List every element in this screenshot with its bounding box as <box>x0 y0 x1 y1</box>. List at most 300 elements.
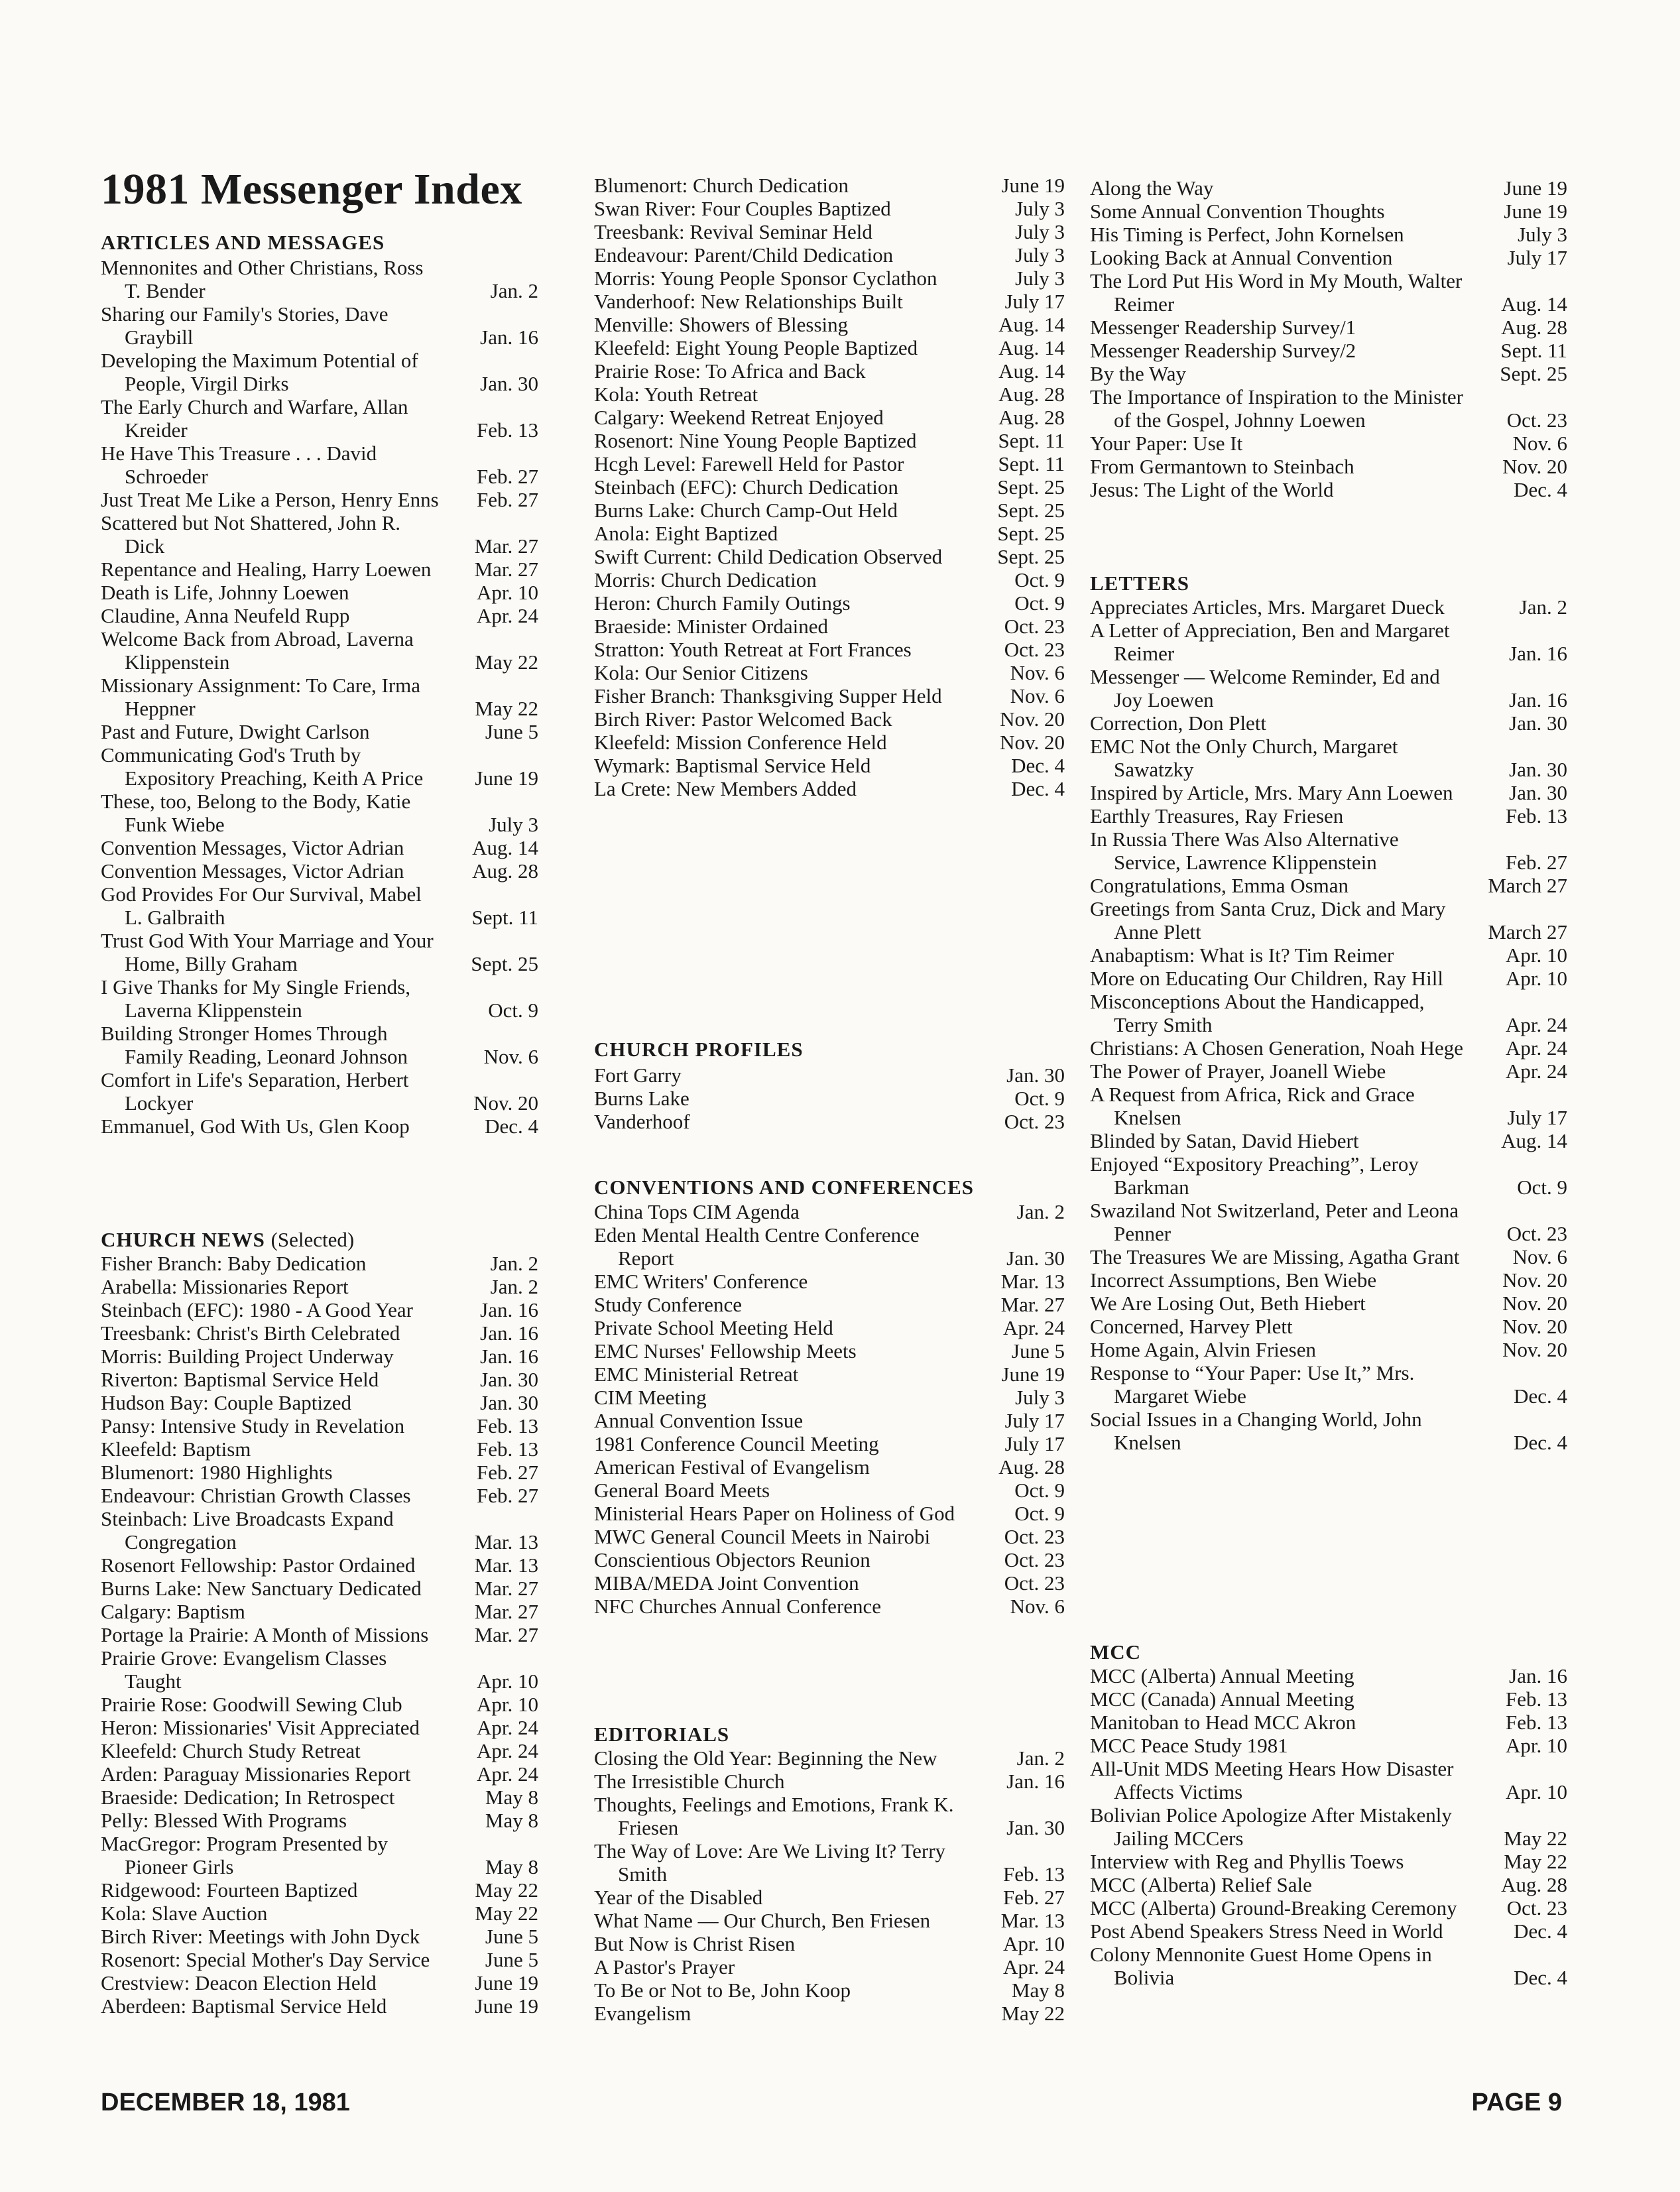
entry-title: Endeavour: Christian Growth Classes <box>101 1484 411 1507</box>
entry-date: Oct. 9 <box>1014 568 1065 591</box>
index-entry <box>101 1553 538 1577</box>
index-entry <box>101 859 538 883</box>
entry-date: Apr. 24 <box>1003 1955 1065 1979</box>
footer-page-number: PAGE 9 <box>1471 2089 1562 2116</box>
entry-title: Scattered but Not Shattered, John R. Dick <box>101 511 400 558</box>
entry-title: By the Way <box>1090 362 1187 385</box>
entry-date: July 17 <box>1004 1432 1065 1455</box>
entry-title: He Have This Treasure . . . David Schroeder <box>101 442 377 488</box>
entry-date: Jan. 16 <box>1006 1770 1065 1793</box>
index-entry <box>101 1461 538 1484</box>
entry-title: Comfort in Life's Separation, Herbert Lockyer <box>101 1068 409 1115</box>
index-entry <box>101 1971 538 1994</box>
index-entry <box>594 1339 1065 1363</box>
entry-title: EMC Nurses' Fellowship Meets <box>594 1339 857 1363</box>
entry-date: Jan. 2 <box>490 1275 538 1298</box>
index-entry <box>1090 967 1567 990</box>
index-entry <box>101 1646 538 1693</box>
index-entry <box>1090 1315 1567 1338</box>
entry-date: Oct. 9 <box>1014 1502 1065 1525</box>
entry-title: Braeside: Minister Ordained <box>594 615 828 638</box>
index-entry <box>1090 1060 1567 1083</box>
index-entry <box>594 1363 1065 1386</box>
index-entry <box>594 1110 1065 1133</box>
entry-title: The Treasures We are Missing, Agatha Grant <box>1090 1245 1460 1268</box>
index-entry <box>594 1223 1065 1270</box>
index-entry <box>1090 1803 1567 1850</box>
index-entry <box>1090 897 1567 944</box>
entry-date: Apr. 10 <box>1003 1932 1065 1955</box>
entry-date: Nov. 6 <box>1512 432 1567 455</box>
index-entry <box>594 1316 1065 1339</box>
entry-title: Mennonites and Other Christians, Ross T. Bender <box>101 256 424 302</box>
index-entry <box>594 1479 1065 1502</box>
index-entry <box>101 1762 538 1786</box>
entry-title: Study Conference <box>594 1293 742 1316</box>
index-entry <box>101 581 538 604</box>
index-entry <box>101 1321 538 1345</box>
entry-date: Aug. 14 <box>998 336 1065 359</box>
entry-date: May 8 <box>1011 1979 1065 2002</box>
entry-date: Jan. 16 <box>1509 1664 1567 1687</box>
index-entry <box>101 1739 538 1762</box>
index-entry <box>594 1432 1065 1455</box>
index-entry <box>1090 455 1567 478</box>
index-entry <box>101 1693 538 1716</box>
entry-date: July 3 <box>1015 197 1065 220</box>
entry-date: June 5 <box>1011 1339 1065 1363</box>
index-entry <box>594 1932 1065 1955</box>
entry-date: Feb. 27 <box>477 488 538 511</box>
entry-title: Blinded by Satan, David Hiebert <box>1090 1129 1359 1152</box>
index-entry <box>594 1502 1065 1525</box>
index-entry <box>594 1293 1065 1316</box>
entry-title: All-Unit MDS Meeting Hears How Disaster Affects Victims <box>1090 1757 1454 1803</box>
index-entry <box>1090 874 1567 897</box>
entry-title: Portage la Prairie: A Month of Missions <box>101 1623 429 1646</box>
entry-date: Mar. 13 <box>474 1530 538 1553</box>
entry-date: June 19 <box>475 1971 538 1994</box>
entry-date: Aug. 28 <box>1501 1873 1567 1896</box>
entry-title: The Early Church and Warfare, Allan Kreider <box>101 395 408 442</box>
index-entry <box>1090 1361 1567 1408</box>
entry-date: Nov. 20 <box>1000 707 1065 731</box>
index-entry <box>594 197 1065 220</box>
entry-date: Mar. 27 <box>474 558 538 581</box>
entry-date: Dec. 4 <box>1514 478 1567 501</box>
entry-title: More on Educating Our Children, Ray Hill <box>1090 967 1443 990</box>
index-entry <box>594 522 1065 545</box>
entry-title: Jesus: The Light of the World <box>1090 478 1334 501</box>
entry-title: Rosenort: Special Mother's Day Service <box>101 1948 430 1971</box>
entry-date: Feb. 27 <box>477 1461 538 1484</box>
entry-date: Mar. 27 <box>474 1623 538 1646</box>
entry-title: Steinbach: Live Broadcasts Expand Congregation <box>101 1507 394 1553</box>
entry-date: May 22 <box>1504 1827 1567 1850</box>
index-entry <box>1090 619 1567 665</box>
entry-title: The Power of Prayer, Joanell Wiebe <box>1090 1060 1386 1083</box>
entry-title: Birch River: Pastor Welcomed Back <box>594 707 892 731</box>
index-entry <box>1090 781 1567 804</box>
entry-title: Home Again, Alvin Friesen <box>1090 1338 1316 1361</box>
index-entry <box>1090 1850 1567 1873</box>
entry-date: Mar. 27 <box>474 1577 538 1600</box>
entry-title: Missionary Assignment: To Care, Irma Heppner <box>101 674 421 720</box>
entry-date: Jan. 30 <box>1006 1064 1065 1087</box>
entry-title: Vanderhoof: New Relationships Built <box>594 290 903 313</box>
entry-title: Swaziland Not Switzerland, Peter and Leona Penner <box>1090 1199 1459 1245</box>
entry-title: The Lord Put His Word in My Mouth, Walter Reimer <box>1090 269 1463 316</box>
index-entry <box>101 558 538 581</box>
entry-title: La Crete: New Members Added <box>594 777 857 800</box>
index-entry <box>594 1270 1065 1293</box>
entry-title: Private School Meeting Held <box>594 1316 833 1339</box>
entry-date: Feb. 27 <box>477 1484 538 1507</box>
entry-title: Rosenort Fellowship: Pastor Ordained <box>101 1553 416 1577</box>
index-entry <box>1090 1129 1567 1152</box>
index-entry <box>1090 827 1567 874</box>
index-entry <box>1090 1338 1567 1361</box>
entry-date: Jan. 2 <box>1016 1200 1065 1223</box>
entry-title: Misconceptions About the Handicapped, Terry Smith <box>1090 990 1425 1036</box>
entry-date: Feb. 13 <box>477 1437 538 1461</box>
index-entry <box>101 1022 538 1068</box>
entry-title: CIM Meeting <box>594 1386 707 1409</box>
index-entry <box>594 615 1065 638</box>
index-entry <box>101 1484 538 1507</box>
entry-date: Sept. 11 <box>471 906 538 929</box>
page-title: 1981 Messenger Index <box>101 165 522 213</box>
entry-date: Feb. 27 <box>1003 1886 1065 1909</box>
entry-title: Building Stronger Homes Through Family Reading, Leonard Johnson <box>101 1022 408 1068</box>
index-entry <box>101 302 538 349</box>
entry-title: Kleefeld: Mission Conference Held <box>594 731 887 754</box>
entry-date: Apr. 10 <box>477 581 538 604</box>
entry-date: Feb. 13 <box>477 1414 538 1437</box>
index-entry <box>1090 1687 1567 1711</box>
index-entry <box>101 1809 538 1832</box>
entry-date: Oct. 23 <box>1004 1525 1065 1548</box>
index-entry <box>101 1345 538 1368</box>
entry-date: Aug. 28 <box>998 383 1065 406</box>
entry-title: Earthly Treasures, Ray Friesen <box>1090 804 1344 827</box>
entry-date: Apr. 10 <box>1506 1780 1567 1803</box>
entry-title: I Give Thanks for My Single Friends, Laverna Klippenstein <box>101 975 410 1022</box>
entry-title: Claudine, Anna Neufeld Rupp <box>101 604 350 627</box>
entry-title: Year of the Disabled <box>594 1886 763 1909</box>
entry-date: Oct. 23 <box>1004 1548 1065 1571</box>
entry-date: June 5 <box>485 720 538 743</box>
entry-title: Your Paper: Use It <box>1090 432 1243 455</box>
entry-title: Just Treat Me Like a Person, Henry Enns <box>101 488 439 511</box>
entry-title: Heron: Church Family Outings <box>594 591 851 615</box>
entry-title: Morris: Building Project Underway <box>101 1345 394 1368</box>
section-heading-church-news <box>101 1228 354 1252</box>
entry-title: What Name — Our Church, Ben Friesen <box>594 1909 931 1932</box>
index-entry <box>101 1507 538 1553</box>
index-entry <box>1090 735 1567 781</box>
index-entry <box>594 475 1065 499</box>
entry-title: Death is Life, Johnny Loewen <box>101 581 349 604</box>
index-entry <box>1090 1152 1567 1199</box>
entry-date: Nov. 6 <box>1010 684 1065 707</box>
entry-date: Nov. 20 <box>1502 1315 1567 1338</box>
index-entry <box>1090 339 1567 362</box>
index-entry <box>1090 1919 1567 1943</box>
entry-date: May 8 <box>485 1855 538 1878</box>
entry-title: Swan River: Four Couples Baptized <box>594 197 891 220</box>
entry-date: June 19 <box>1001 1363 1065 1386</box>
index-entry <box>1090 200 1567 223</box>
entry-date: Oct. 23 <box>1004 638 1065 661</box>
entry-date: Aug. 14 <box>998 313 1065 336</box>
index-entry <box>101 1298 538 1321</box>
entry-title: Eden Mental Health Centre Conference Report <box>594 1223 920 1270</box>
entry-date: Jan. 16 <box>480 326 538 349</box>
index-entry <box>594 684 1065 707</box>
entry-date: June 19 <box>1504 176 1567 200</box>
index-entry <box>101 790 538 836</box>
entry-title: Steinbach (EFC): 1980 - A Good Year <box>101 1298 414 1321</box>
entry-date: Sept. 25 <box>997 522 1065 545</box>
entry-title: A Pastor's Prayer <box>594 1955 735 1979</box>
entry-title: Vanderhoof <box>594 1110 690 1133</box>
index-entry <box>594 1979 1065 2002</box>
entry-date: Apr. 10 <box>1506 967 1567 990</box>
index-entry <box>1090 1873 1567 1896</box>
entry-date: July 3 <box>489 813 538 836</box>
entry-title: Arabella: Missionaries Report <box>101 1275 349 1298</box>
index-entry <box>101 1994 538 2018</box>
entry-title: Fisher Branch: Baby Dedication <box>101 1252 367 1275</box>
entry-date: Oct. 23 <box>1004 615 1065 638</box>
entry-title: Burns Lake: Church Camp-Out Held <box>594 499 898 522</box>
entry-date: July 3 <box>1015 1386 1065 1409</box>
entry-date: July 3 <box>1015 243 1065 267</box>
entry-date: Aug. 28 <box>998 406 1065 429</box>
entry-date: Jan. 30 <box>1509 758 1567 781</box>
entry-title: The Way of Love: Are We Living It? Terry Smith <box>594 1839 946 1886</box>
entry-title: Menville: Showers of Blessing <box>594 313 849 336</box>
entry-date: Aug. 14 <box>1501 292 1567 316</box>
entry-date: June 19 <box>475 1994 538 2018</box>
entry-title: A Request from Africa, Rick and Grace Knelsen <box>1090 1083 1415 1129</box>
entry-title: Inspired by Article, Mrs. Mary Ann Loewen <box>1090 781 1453 804</box>
entry-date: May 22 <box>1001 2002 1065 2025</box>
entry-title: Morris: Church Dedication <box>594 568 817 591</box>
entry-date: Aug. 28 <box>472 859 538 883</box>
entry-title: To Be or Not to Be, John Koop <box>594 1979 851 2002</box>
index-entry <box>101 674 538 720</box>
entry-title: Past and Future, Dwight Carlson <box>101 720 370 743</box>
index-entry <box>101 1925 538 1948</box>
index-entry <box>101 256 538 302</box>
entry-date: Mar. 27 <box>1000 1293 1065 1316</box>
index-entry <box>594 1386 1065 1409</box>
index-entry <box>101 720 538 743</box>
entry-date: Dec. 4 <box>1011 777 1065 800</box>
entry-title: Thoughts, Feelings and Emotions, Frank K. Friesen <box>594 1793 954 1839</box>
section-heading-editorials: EDITORIALS <box>594 1723 730 1746</box>
entry-date: Jan. 30 <box>480 372 538 395</box>
entry-date: Oct. 23 <box>1004 1110 1065 1133</box>
index-entry <box>1090 990 1567 1036</box>
index-entry <box>594 383 1065 406</box>
index-entry <box>594 1886 1065 1909</box>
entry-date: March 27 <box>1488 920 1567 944</box>
entry-title: NFC Churches Annual Conference <box>594 1595 882 1618</box>
index-entry <box>594 1770 1065 1793</box>
entry-title: Endeavour: Parent/Child Dedication <box>594 243 894 267</box>
index-entry <box>594 267 1065 290</box>
index-entry <box>594 429 1065 452</box>
index-entry <box>1090 1083 1567 1129</box>
entry-title: Heron: Missionaries' Visit Appreciated <box>101 1716 420 1739</box>
entry-title: Steinbach (EFC): Church Dedication <box>594 475 898 499</box>
entry-date: Apr. 10 <box>477 1693 538 1716</box>
index-entry <box>594 336 1065 359</box>
entry-title: Social Issues in a Changing World, John Knelsen <box>1090 1408 1422 1454</box>
entry-date: Jan. 30 <box>480 1368 538 1391</box>
index-entry <box>101 488 538 511</box>
entry-title: Anola: Eight Baptized <box>594 522 778 545</box>
entry-date: Mar. 13 <box>1000 1909 1065 1932</box>
index-entry <box>594 731 1065 754</box>
entry-title: Calgary: Weekend Retreat Enjoyed <box>594 406 884 429</box>
entry-title: Welcome Back from Abroad, Laverna Klippenstein <box>101 627 414 674</box>
index-entry <box>1090 362 1567 385</box>
entry-date: Jan. 16 <box>480 1345 538 1368</box>
entry-date: Mar. 13 <box>474 1553 538 1577</box>
entry-title: Blumenort: 1980 Highlights <box>101 1461 333 1484</box>
index-entry <box>101 883 538 929</box>
index-entry <box>101 1577 538 1600</box>
entry-date: Nov. 20 <box>1502 1292 1567 1315</box>
entry-title: Calgary: Baptism <box>101 1600 245 1623</box>
entry-date: Apr. 24 <box>477 604 538 627</box>
entry-title: Congratulations, Emma Osman <box>1090 874 1349 897</box>
entry-title: Ridgewood: Fourteen Baptized <box>101 1878 358 1902</box>
index-entry <box>594 1955 1065 1979</box>
index-entry <box>101 1368 538 1391</box>
entry-title: MWC General Council Meets in Nairobi <box>594 1525 931 1548</box>
entry-date: Dec. 4 <box>1514 1384 1567 1408</box>
entry-title: MacGregor: Program Presented by Pioneer Girls <box>101 1832 389 1878</box>
entry-title: Fort Garry <box>594 1064 682 1087</box>
entry-date: March 27 <box>1488 874 1567 897</box>
entry-date: Oct. 23 <box>1506 1896 1567 1919</box>
entry-title: Convention Messages, Victor Adrian <box>101 859 404 883</box>
index-entry <box>594 2002 1065 2025</box>
section-heading-conventions: CONVENTIONS AND CONFERENCES <box>594 1176 975 1199</box>
index-entry <box>101 1902 538 1925</box>
entry-date: Jan. 30 <box>1509 781 1567 804</box>
index-entry <box>594 290 1065 313</box>
index-entry <box>594 1409 1065 1432</box>
entry-date: Feb. 13 <box>477 418 538 442</box>
entry-title: Kleefeld: Baptism <box>101 1437 251 1461</box>
entry-title: MCC (Alberta) Ground-Breaking Ceremony <box>1090 1896 1457 1919</box>
entry-title: Developing the Maximum Potential of People, Virgil Dirks <box>101 349 418 395</box>
entry-date: Nov. 6 <box>1010 1595 1065 1618</box>
entry-title: God Provides For Our Survival, Mabel L. Galbraith <box>101 883 422 929</box>
entry-title: Riverton: Baptismal Service Held <box>101 1368 379 1391</box>
entry-title: Crestview: Deacon Election Held <box>101 1971 377 1994</box>
entry-title: Messenger Readership Survey/2 <box>1090 339 1356 362</box>
entry-date: Apr. 24 <box>1003 1316 1065 1339</box>
index-entry <box>1090 385 1567 432</box>
index-entry <box>594 174 1065 197</box>
entry-date: Nov. 6 <box>483 1045 538 1068</box>
index-entry <box>594 638 1065 661</box>
entry-title: Evangelism <box>594 2002 691 2025</box>
index-entry <box>1090 223 1567 246</box>
entry-date: Apr. 24 <box>477 1762 538 1786</box>
entry-date: June 5 <box>485 1948 538 1971</box>
entry-title: 1981 Conference Council Meeting <box>594 1432 879 1455</box>
entry-date: Jan. 2 <box>490 1252 538 1275</box>
entry-date: Aug. 28 <box>998 1455 1065 1479</box>
index-entry <box>101 1068 538 1115</box>
entry-date: Sept. 25 <box>471 952 538 975</box>
entry-date: June 19 <box>475 766 538 790</box>
index-entry <box>101 1414 538 1437</box>
index-entry <box>594 406 1065 429</box>
index-entry <box>101 743 538 790</box>
entry-title: Swift Current: Child Dedication Observed <box>594 545 943 568</box>
entry-title: Braeside: Dedication; In Retrospect <box>101 1786 395 1809</box>
entry-date: Oct. 23 <box>1004 1571 1065 1595</box>
entry-date: June 19 <box>1504 200 1567 223</box>
entry-date: Sept. 11 <box>1500 339 1567 362</box>
entry-date: Feb. 13 <box>1506 1687 1567 1711</box>
entry-date: Jan. 30 <box>480 1391 538 1414</box>
entry-title: MCC (Canada) Annual Meeting <box>1090 1687 1354 1711</box>
entry-date: Jan. 2 <box>1519 595 1567 619</box>
index-entry <box>594 313 1065 336</box>
entry-date: Aug. 28 <box>1501 316 1567 339</box>
entry-date: Jan. 16 <box>1509 642 1567 665</box>
entry-date: Dec. 4 <box>1514 1966 1567 1989</box>
entry-date: Oct. 9 <box>1014 591 1065 615</box>
entry-date: Apr. 24 <box>477 1739 538 1762</box>
entry-date: May 8 <box>485 1786 538 1809</box>
entry-title: Burns Lake <box>594 1087 690 1110</box>
index-entry <box>594 707 1065 731</box>
entry-date: July 17 <box>1507 246 1567 269</box>
index-entry <box>594 1571 1065 1595</box>
index-entry <box>101 1115 538 1138</box>
entry-title: Kleefeld: Church Study Retreat <box>101 1739 361 1762</box>
entry-title: Convention Messages, Victor Adrian <box>101 836 404 859</box>
entry-date: Nov. 20 <box>473 1091 538 1115</box>
index-entry <box>1090 269 1567 316</box>
entry-date: Jan. 16 <box>1509 688 1567 711</box>
entry-title: Christians: A Chosen Generation, Noah Hege <box>1090 1036 1464 1060</box>
index-entry <box>101 929 538 975</box>
entry-date: May 8 <box>485 1809 538 1832</box>
entry-title: Conscientious Objectors Reunion <box>594 1548 870 1571</box>
entry-title: Kola: Our Senior Citizens <box>594 661 808 684</box>
index-entry <box>594 1839 1065 1886</box>
entry-date: Jan. 2 <box>1016 1746 1065 1770</box>
entry-date: July 3 <box>1015 220 1065 243</box>
entry-title: The Importance of Inspiration to the Minister of the Gospel, Johnny Loewen <box>1090 385 1464 432</box>
entry-title: Annual Convention Issue <box>594 1409 804 1432</box>
index-entry <box>101 1948 538 1971</box>
entry-date: Mar. 13 <box>1000 1270 1065 1293</box>
entry-date: Aug. 14 <box>472 836 538 859</box>
